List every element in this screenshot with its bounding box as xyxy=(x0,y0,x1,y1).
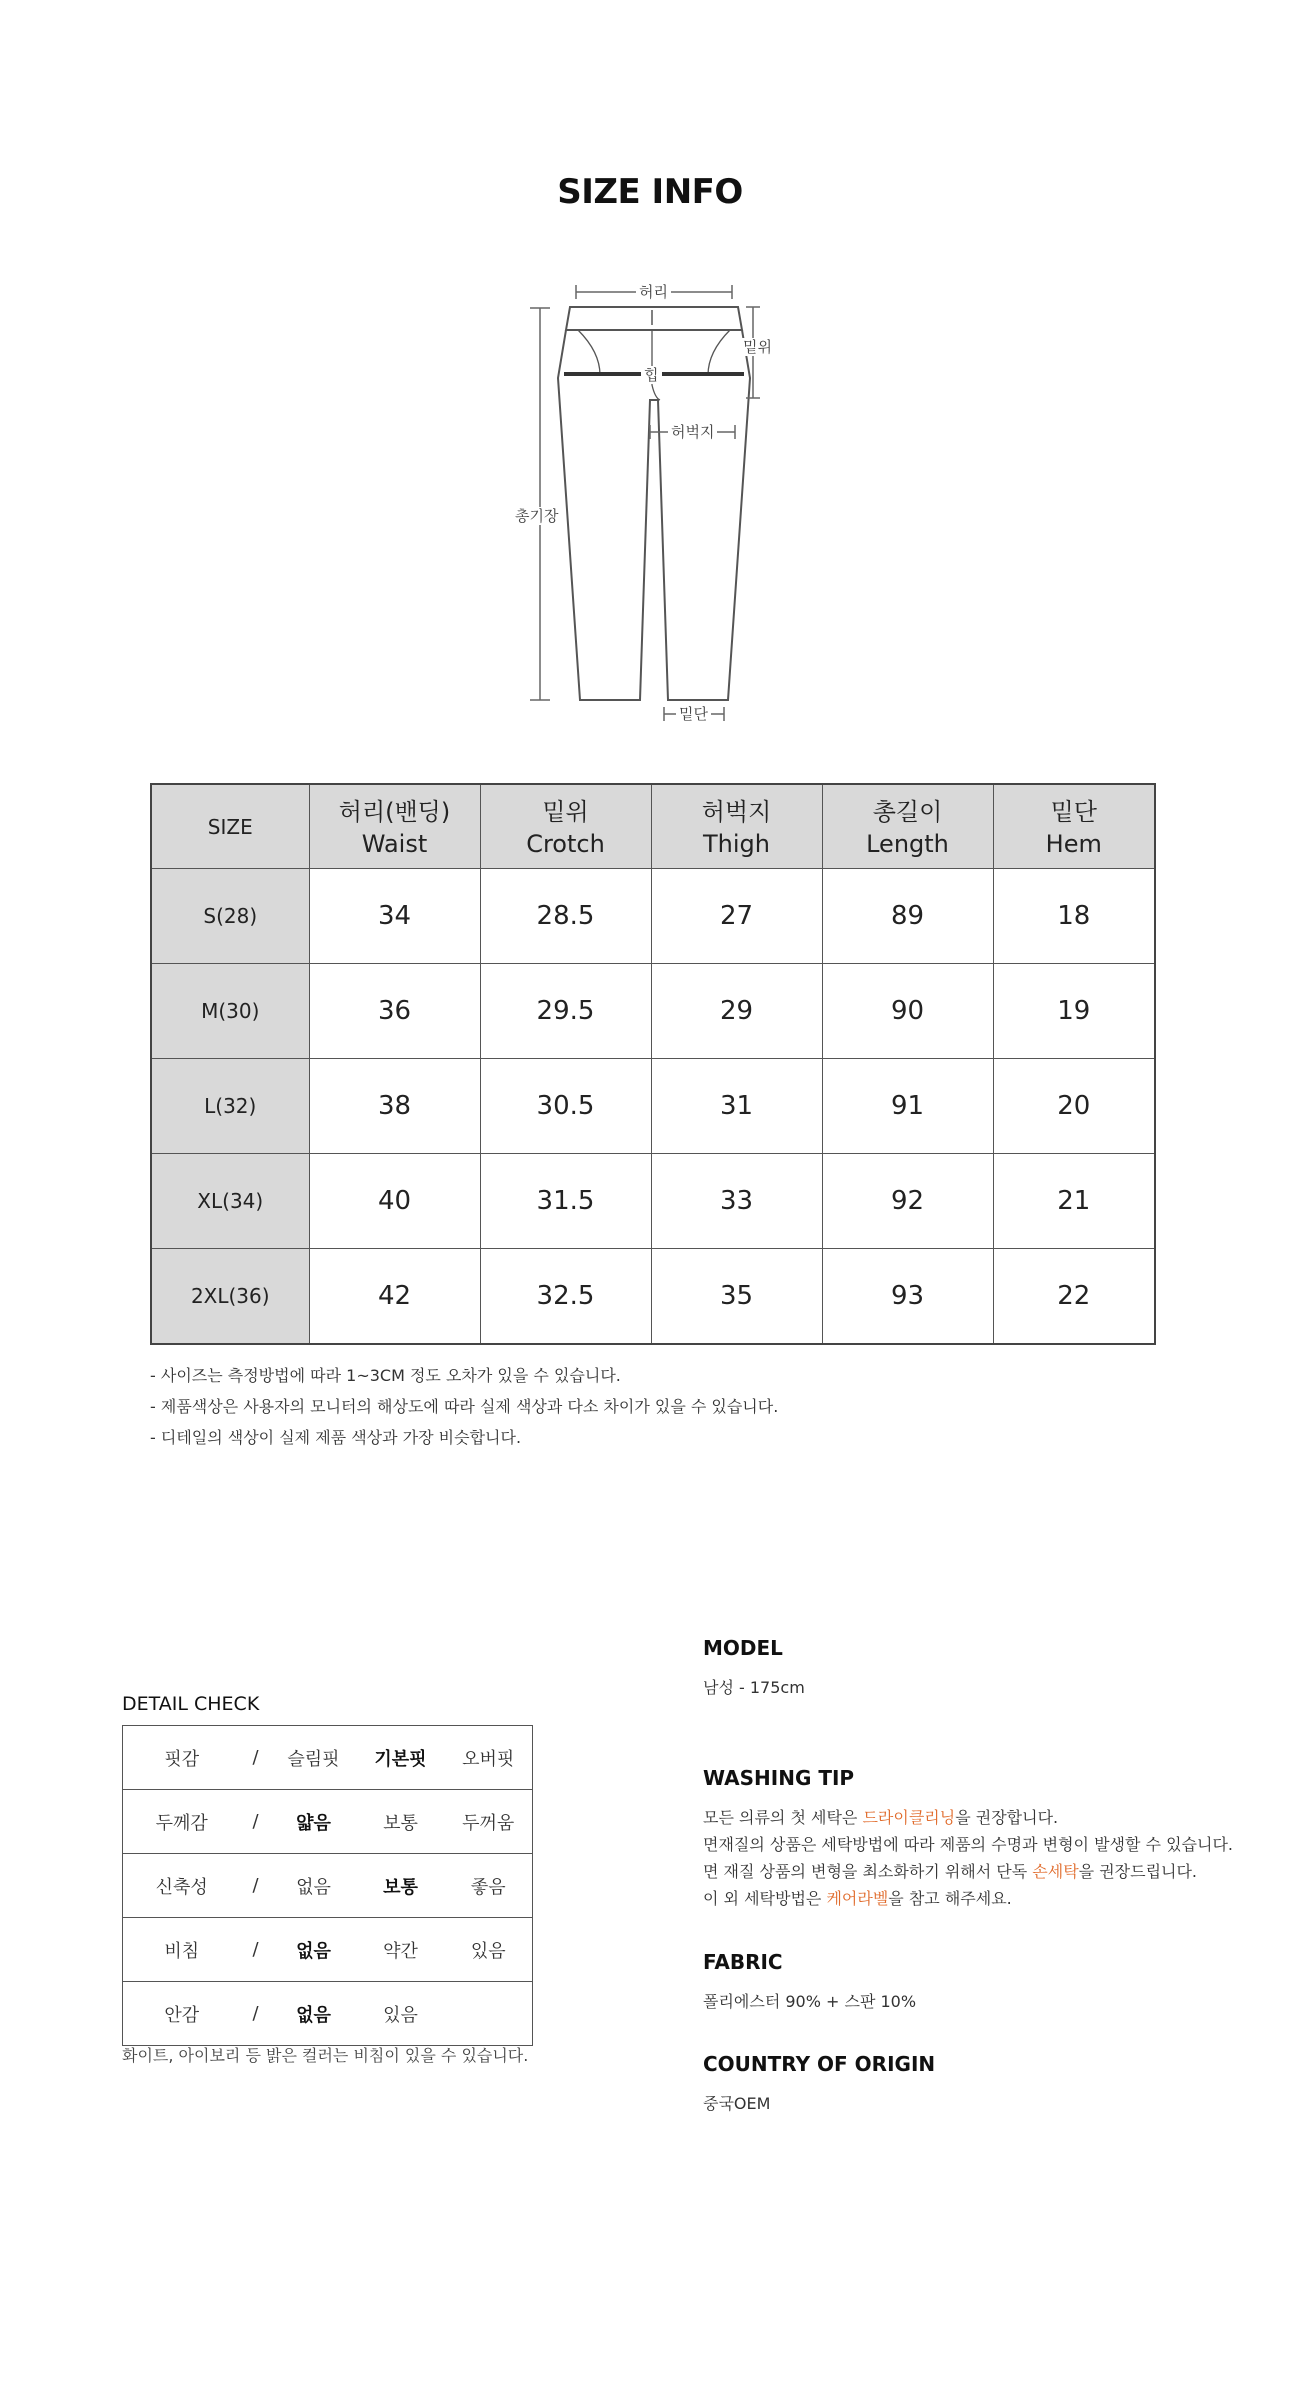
washing-text: 을 권장합니다. xyxy=(955,1808,1059,1827)
model-section xyxy=(703,1636,1263,1701)
table-cell: 22 xyxy=(993,1249,1155,1345)
washing-text: 이 외 세탁방법은 xyxy=(703,1889,827,1908)
table-cell: 29 xyxy=(651,964,822,1059)
washing-line-2: 면재질의 상품은 세탁방법에 따라 제품의 수명과 변형이 발생할 수 있습니다. xyxy=(703,1835,1233,1854)
rise-label: 밑위 xyxy=(740,338,775,356)
size-label: S(28) xyxy=(151,869,309,964)
table-cell: 32.5 xyxy=(480,1249,651,1345)
fabric-section xyxy=(703,1950,1263,2015)
size-table-header xyxy=(151,784,1155,869)
detail-row-sheerness xyxy=(123,1918,533,1982)
table-cell: 40 xyxy=(309,1154,480,1249)
detail-separator: / xyxy=(241,1982,271,2046)
table-cell: 19 xyxy=(993,964,1155,1059)
pants-measurement-diagram xyxy=(0,0,1300,760)
waist-label: 허리 xyxy=(636,283,671,301)
waist-column-header xyxy=(309,784,480,869)
length-column-header xyxy=(822,784,993,869)
table-row xyxy=(151,1154,1155,1249)
washing-text: 모든 의류의 첫 세탁은 xyxy=(703,1808,863,1827)
detail-separator: / xyxy=(241,1918,271,1982)
hem-column-header xyxy=(993,784,1155,869)
detail-option-selected: 기본핏 xyxy=(374,1748,427,1770)
detail-label: 핏감 xyxy=(164,1748,200,1770)
column-header-en: Waist xyxy=(361,829,428,858)
thigh-column-header xyxy=(651,784,822,869)
detail-option: 슬림핏 xyxy=(287,1748,340,1770)
table-cell: 28.5 xyxy=(480,869,651,964)
column-header-en: Length xyxy=(866,829,949,858)
table-cell: 18 xyxy=(993,869,1155,964)
table-cell: 20 xyxy=(993,1059,1155,1154)
detail-option: 보통 xyxy=(357,1790,445,1854)
washing-section xyxy=(703,1766,1263,1912)
origin-text: 중국OEM xyxy=(703,2094,771,2113)
washing-line-3 xyxy=(703,1858,1263,1885)
detail-option: 없음 xyxy=(271,1854,357,1918)
column-header-en: Thigh xyxy=(703,829,770,858)
table-row xyxy=(151,964,1155,1059)
table-cell: 31.5 xyxy=(480,1154,651,1249)
table-cell: 33 xyxy=(651,1154,822,1249)
size-label: L(32) xyxy=(151,1059,309,1154)
detail-option xyxy=(445,1982,533,2046)
column-header-ko: 총길이 xyxy=(872,797,943,826)
table-cell: 34 xyxy=(309,869,480,964)
detail-option-selected: 얇음 xyxy=(271,1790,357,1854)
hip-label: 힙 xyxy=(641,366,662,384)
crotch-column-header xyxy=(480,784,651,869)
detail-option: 약간 xyxy=(357,1918,445,1982)
table-row xyxy=(151,1059,1155,1154)
table-cell: 36 xyxy=(309,964,480,1059)
detail-row-fit xyxy=(123,1726,533,1790)
detail-separator: / xyxy=(241,1854,271,1918)
detail-option-selected: 보통 xyxy=(357,1854,445,1918)
fabric-title: FABRIC xyxy=(703,1950,783,1974)
table-cell: 31 xyxy=(651,1059,822,1154)
table-row xyxy=(151,869,1155,964)
origin-section xyxy=(703,2052,1263,2117)
size-label: M(30) xyxy=(151,964,309,1059)
detail-label: 안감 xyxy=(123,1982,241,2046)
washing-text: 면 재질 상품의 변형을 최소화하기 위해서 단독 xyxy=(703,1862,1033,1881)
table-cell: 89 xyxy=(822,869,993,964)
detail-option: 좋음 xyxy=(445,1854,533,1918)
table-cell: 91 xyxy=(822,1059,993,1154)
detail-check-table xyxy=(122,1725,533,2046)
washing-highlight: 드라이클리닝 xyxy=(862,1808,956,1827)
note-line: - 사이즈는 측정방법에 따라 1~3CM 정도 오차가 있을 수 있습니다. xyxy=(150,1366,621,1385)
model-text: 남성 - 175cm xyxy=(703,1678,805,1697)
size-label: XL(34) xyxy=(151,1154,309,1249)
detail-option: 있음 xyxy=(445,1918,533,1982)
washing-line-4 xyxy=(703,1885,1263,1912)
table-cell: 30.5 xyxy=(480,1059,651,1154)
table-cell: 29.5 xyxy=(480,964,651,1059)
column-header-en: Hem xyxy=(1045,829,1102,858)
column-header-ko: 허리(밴딩) xyxy=(338,797,451,826)
page-title: SIZE INFO xyxy=(557,172,743,212)
detail-option: 두꺼움 xyxy=(445,1790,533,1854)
detail-row-thickness xyxy=(123,1790,533,1854)
detail-separator: / xyxy=(241,1790,271,1854)
washing-line-1 xyxy=(703,1804,1263,1831)
table-cell: 35 xyxy=(651,1249,822,1345)
detail-check-note: 화이트, 아이보리 등 밝은 컬러는 비침이 있을 수 있습니다. xyxy=(122,2046,529,2065)
pants-outline-illustration xyxy=(0,0,1300,760)
hem-label: 밑단 xyxy=(676,705,711,723)
detail-check-title: DETAIL CHECK xyxy=(122,1693,260,1715)
detail-row-lining xyxy=(123,1982,533,2046)
table-row xyxy=(151,1249,1155,1345)
length-label: 총기장 xyxy=(512,507,561,525)
column-header-ko: 허벅지 xyxy=(701,797,772,826)
washing-text: 을 권장드립니다. xyxy=(1078,1862,1198,1881)
washing-text: 을 참고 해주세요. xyxy=(888,1889,1012,1908)
note-line: - 제품색상은 사용자의 모니터의 해상도에 따라 실제 색상과 다소 차이가 있을 수 있습니다. xyxy=(150,1397,779,1416)
table-cell: 92 xyxy=(822,1154,993,1249)
table-cell: 93 xyxy=(822,1249,993,1345)
detail-row-stretch xyxy=(123,1854,533,1918)
note-line: - 디테일의 색상이 실제 제품 색상과 가장 비슷합니다. xyxy=(150,1428,522,1447)
washing-title: WASHING TIP xyxy=(703,1766,855,1790)
detail-option-selected: 없음 xyxy=(271,1982,357,2046)
detail-separator: / xyxy=(252,1747,259,1768)
table-cell: 38 xyxy=(309,1059,480,1154)
origin-title: COUNTRY OF ORIGIN xyxy=(703,2052,936,2076)
detail-label: 비침 xyxy=(123,1918,241,1982)
washing-highlight: 손세탁 xyxy=(1032,1862,1079,1881)
column-header-ko: 밑위 xyxy=(542,797,589,826)
detail-option-selected: 없음 xyxy=(271,1918,357,1982)
column-header-en: Crotch xyxy=(526,829,605,858)
model-title: MODEL xyxy=(703,1636,783,1660)
table-cell: 90 xyxy=(822,964,993,1059)
detail-label: 신축성 xyxy=(123,1854,241,1918)
table-cell: 27 xyxy=(651,869,822,964)
size-column-header: SIZE xyxy=(151,784,309,869)
detail-option: 오버핏 xyxy=(462,1748,515,1770)
fabric-text: 폴리에스터 90% + 스판 10% xyxy=(703,1992,917,2011)
size-table xyxy=(150,783,1156,1345)
detail-option: 있음 xyxy=(357,1982,445,2046)
washing-highlight: 케어라벨 xyxy=(826,1889,889,1908)
size-label: 2XL(36) xyxy=(151,1249,309,1345)
table-cell: 42 xyxy=(309,1249,480,1345)
column-header-ko: 밑단 xyxy=(1050,797,1097,826)
detail-label: 두께감 xyxy=(123,1790,241,1854)
table-cell: 21 xyxy=(993,1154,1155,1249)
size-notes xyxy=(150,1360,778,1453)
thigh-label: 허벅지 xyxy=(668,423,717,441)
